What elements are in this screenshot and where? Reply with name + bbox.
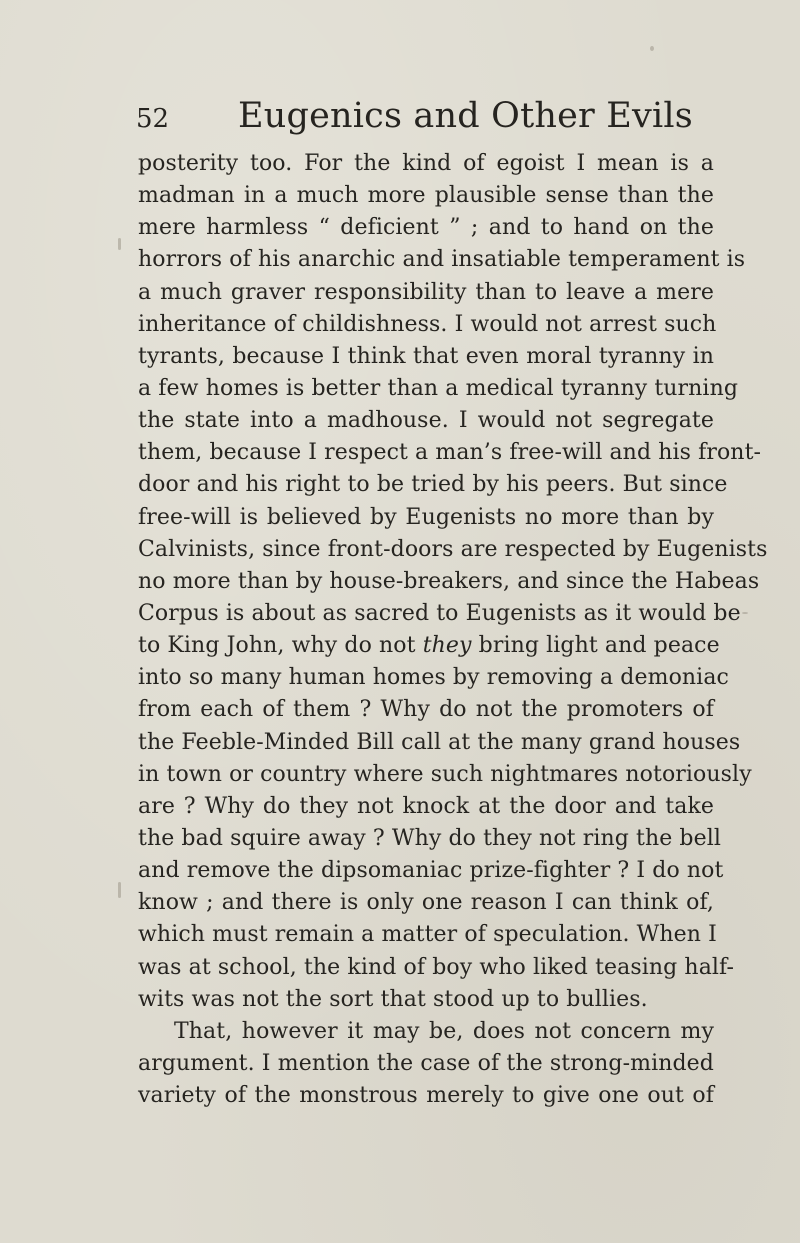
text-line: are ? Why do they not knock at the door and take [138, 793, 714, 819]
text-line: was at school, the kind of boy who liked teasing half- [138, 954, 735, 980]
text-line: mere harmless “ deficient ” ; and to hand on the [138, 215, 714, 241]
text-line: door and his right to be tried by his peers. But since [138, 472, 728, 498]
text-line: them, because I respect a man’s free-will and his front- [138, 440, 762, 466]
text-line: inheritance of childishness. I would not arrest such [138, 311, 717, 337]
text-line: free-will is believed by Eugenists no more than by [138, 504, 714, 530]
text-line: the bad squire away ? Why do they not ring the bell [138, 825, 721, 851]
text-line: horrors of his anarchic and insatiable temperament is [138, 247, 746, 273]
scan-speck [118, 882, 121, 898]
text-line: Calvinists, since front-doors are respected by Eugenists [138, 536, 768, 562]
paragraph-first-line: That, however it may be, does not concern my [174, 1018, 714, 1044]
italic-word: they [422, 633, 472, 659]
text-line: and remove the dipsomaniac prize-fighter ? I do not [138, 858, 724, 884]
text-line: argument. I mention the case of the strong-minded [138, 1050, 714, 1076]
body-text [138, 148, 768, 1112]
text-line: from each of them ? Why do not the promoters of [138, 697, 714, 723]
line-text-after-italic: bring light and peace [471, 633, 720, 659]
text-line: into so many human homes by removing a demoniac [138, 665, 729, 691]
text-line: in town or country where such nightmares notoriously [138, 761, 752, 787]
text-line: a much graver responsibility than to leave a mere [138, 279, 714, 305]
text-line: which must remain a matter of speculation. When I [138, 922, 717, 948]
text-line: Corpus is about as sacred to Eugenists as it would be [138, 600, 741, 626]
line-text-before-italic: to King John, why do not [138, 633, 423, 659]
page-number: 52 [136, 104, 170, 134]
scan-speck [118, 238, 121, 250]
running-title: Eugenics and Other Evils [238, 96, 693, 136]
scan-speck [742, 612, 748, 614]
text-line-with-italic [138, 630, 720, 662]
text-line: a few homes is better than a medical tyranny turning [138, 375, 739, 401]
scan-speck [650, 46, 654, 51]
paragraph-last-line: wits was not the sort that stood up to bullies. [138, 986, 648, 1012]
text-line: tyrants, because I think that even moral tyranny in [138, 343, 714, 369]
text-line: variety of the monstrous merely to give one out of [138, 1083, 714, 1109]
text-line: madman in a much more plausible sense than the [138, 183, 714, 209]
text-line: posterity too. For the kind of egoist I mean is a [138, 151, 714, 176]
running-header [136, 96, 716, 144]
text-line: no more than by house-breakers, and since the Habeas [138, 568, 760, 594]
text-line: the Feeble-Minded Bill call at the many grand houses [138, 729, 741, 755]
text-line: know ; and there is only one reason I can think of, [138, 890, 714, 916]
text-line: the state into a madhouse. I would not segregate [138, 408, 714, 434]
